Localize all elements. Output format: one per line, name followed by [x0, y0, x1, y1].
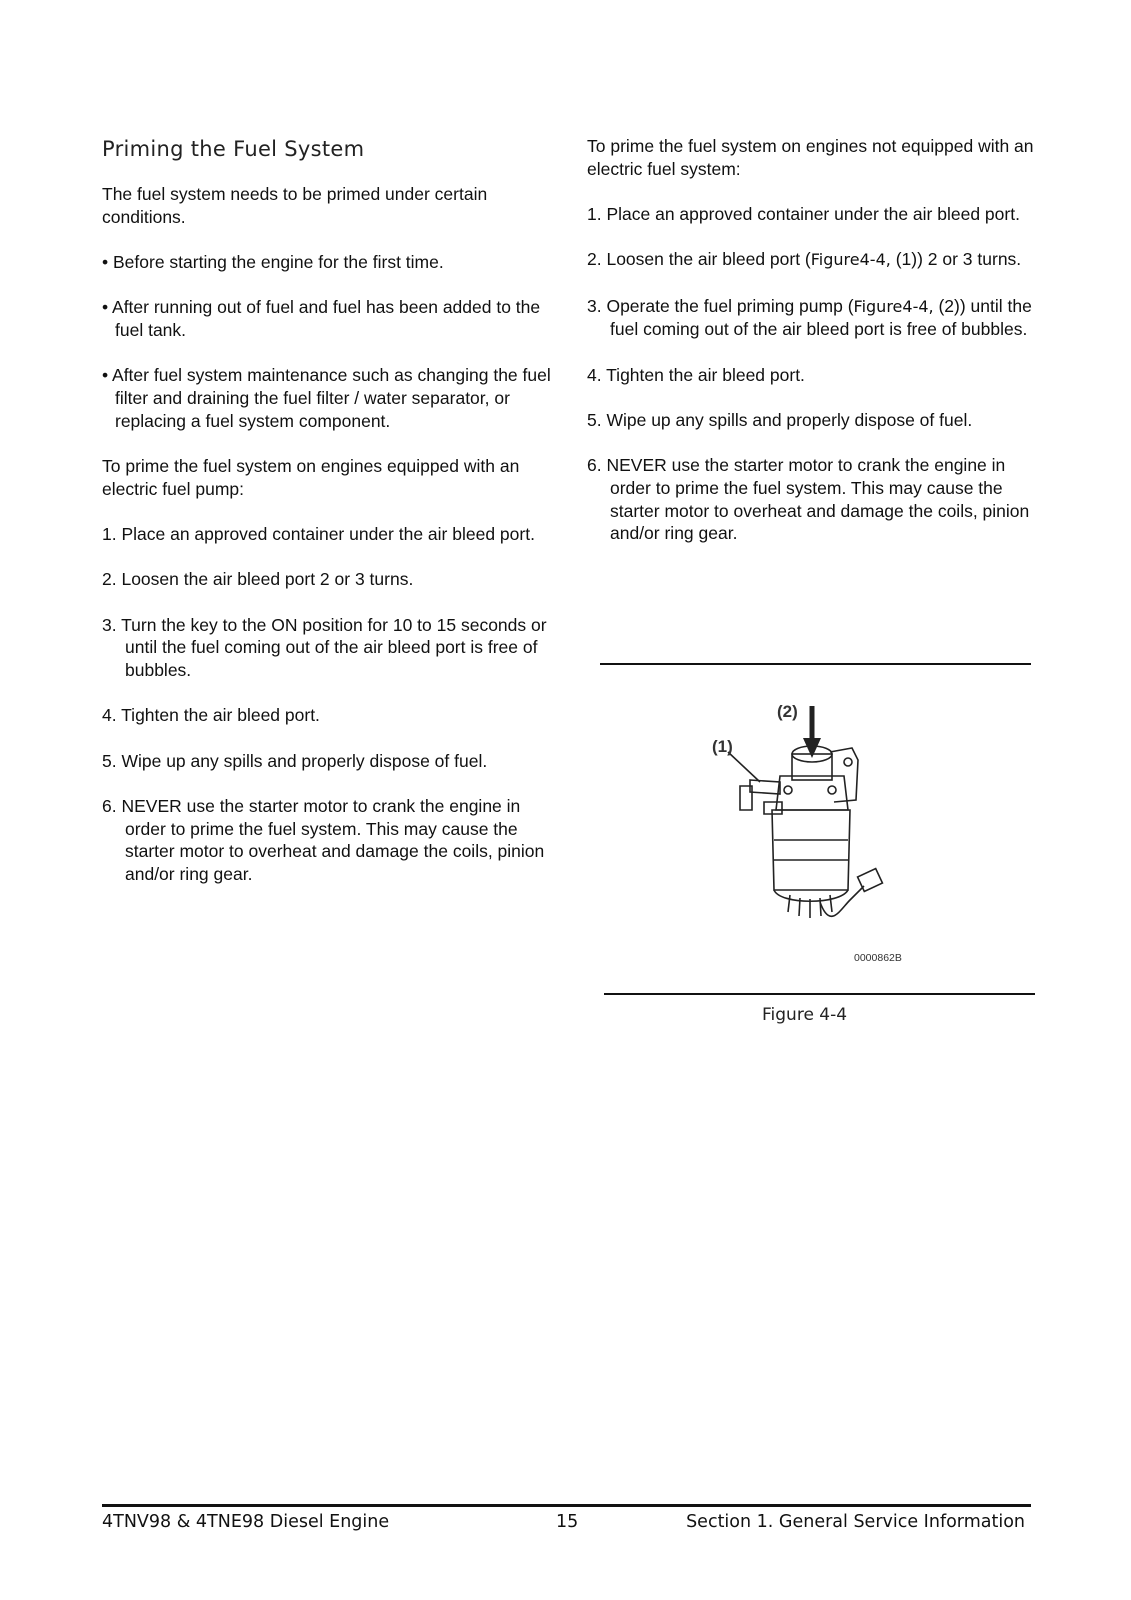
left-column [102, 183, 552, 908]
manual-step: 4. Tighten the air bleed port. [587, 364, 805, 385]
manual-step: 6. NEVER use the starter motor to crank the engine in order to prime the fuel system. This may cause the starter motor to overheat and damage the coils, pinion and/or ring gear. [587, 455, 1030, 544]
condition-bullet: • After fuel system maintenance such as changing the fuel filter and draining the fuel filter / water separator, or replacing a fuel system component. [102, 365, 551, 431]
page-number: 15 [556, 1512, 579, 1532]
step-text: (2)) until the fuel coming out of the air bleed port is free of bubbles. [610, 295, 1032, 340]
electric-step: 4. Tighten the air bleed port. [102, 705, 320, 726]
step-text: (1)) 2 or 3 turns. [890, 249, 1022, 270]
section-heading: Priming the Fuel System [102, 137, 365, 161]
manual-step [587, 248, 1037, 272]
right-column [587, 135, 1037, 568]
figure-caption: Figure 4-4 [762, 1005, 848, 1025]
condition-bullet: • Before starting the engine for the first time. [102, 252, 444, 272]
electric-pump-lead: To prime the fuel system on engines equipped with an electric fuel pump: [102, 456, 520, 499]
figure-code: 0000862B [854, 952, 902, 964]
priming-pump-arrowhead [803, 738, 821, 758]
figure-reference: Figure4-4, [810, 250, 891, 270]
footer-title: 4TNV98 & 4TNE98 Diesel Engine [102, 1512, 390, 1532]
footer-section: Section 1. General Service Information [686, 1512, 1025, 1532]
figure-top-rule [600, 663, 1031, 665]
electric-step: 6. NEVER use the starter motor to crank the engine in order to prime the fuel system. This may cause the starter motor to overheat and damage the coils, pinion and/or ring gear. [102, 795, 545, 884]
callout-label-2: (2) [777, 702, 798, 721]
air-bleed-leader-line [728, 752, 760, 782]
fuel-filter-illustration [700, 690, 920, 965]
figure-reference: Figure4-4, [853, 296, 934, 316]
intro-paragraph: The fuel system needs to be primed under certain conditions. [102, 184, 488, 227]
condition-bullet: • After running out of fuel and fuel has been added to the fuel tank. [102, 297, 541, 340]
manual-step: 5. Wipe up any spills and properly dispose of fuel. [587, 409, 973, 430]
manual-step: 1. Place an approved container under the air bleed port. [587, 204, 1020, 224]
figure-bottom-rule [604, 993, 1035, 995]
step-text: 3. Operate the fuel priming pump ( [587, 295, 854, 316]
electric-step: 1. Place an approved container under the air bleed port. [102, 524, 535, 544]
footer-rule [102, 1504, 1031, 1507]
callout-label-1: (1) [712, 737, 733, 756]
electric-step: 3. Turn the key to the ON position for 10 to 15 seconds or until the fuel coming out of the air bleed port is free of bubbles. [102, 614, 547, 680]
electric-step: 2. Loosen the air bleed port 2 or 3 turns. [102, 569, 414, 590]
manual-step [587, 295, 1037, 341]
electric-step: 5. Wipe up any spills and properly dispose of fuel. [102, 750, 488, 771]
manual-pump-lead: To prime the fuel system on engines not equipped with an electric fuel system: [587, 136, 1034, 179]
step-text: 2. Loosen the air bleed port ( [587, 249, 811, 270]
